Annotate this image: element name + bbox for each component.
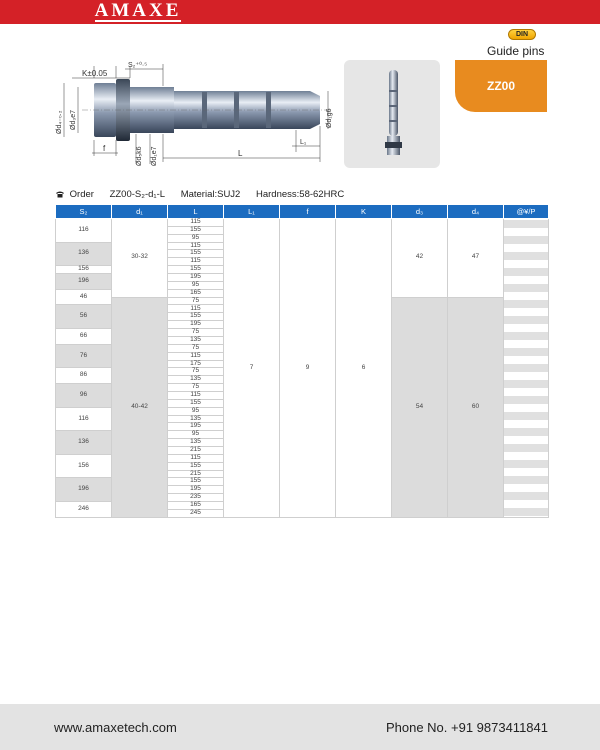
price-stripe	[504, 332, 548, 340]
price-stripe	[504, 468, 548, 476]
l-cell: 195	[168, 321, 224, 329]
l-cell: 75	[168, 344, 224, 352]
price-stripe	[504, 252, 548, 260]
l-cell: 115	[168, 391, 224, 399]
price-stripe	[504, 292, 548, 300]
l-cell: 75	[168, 297, 224, 305]
footer	[0, 704, 600, 750]
f-dimension: f	[103, 144, 106, 153]
l-cell: 135	[168, 376, 224, 384]
s2-cell: 46	[56, 289, 112, 305]
d5-dimension: Ød₅k6	[136, 146, 143, 166]
l-cell: 175	[168, 360, 224, 368]
price-stripe	[504, 388, 548, 396]
l-cell: 95	[168, 407, 224, 415]
header-f: f	[280, 205, 336, 219]
product-code-tab: ZZ00	[455, 60, 547, 112]
price-stripe	[504, 364, 548, 372]
price-stripe	[504, 412, 548, 420]
d4-cell: 60	[448, 297, 504, 517]
l1-cell: 7	[224, 219, 280, 518]
l-cell: 155	[168, 478, 224, 486]
l-cell: 155	[168, 226, 224, 234]
l-cell: 155	[168, 250, 224, 258]
price-stripe	[504, 348, 548, 356]
product-category: Guide pins	[487, 44, 545, 58]
price-stripe	[504, 508, 548, 516]
price-cell	[504, 219, 549, 518]
s2-cell: 116	[56, 219, 112, 243]
material: Material:SUJ2	[180, 189, 241, 200]
s2-dimension: S₂⁺⁰·⁵	[128, 62, 148, 69]
s2-cell: 156	[56, 266, 112, 274]
price-stripes	[504, 220, 548, 516]
d4-cell: 47	[448, 219, 504, 298]
price-stripe	[504, 372, 548, 380]
price-stripe	[504, 260, 548, 268]
price-stripe	[504, 316, 548, 324]
l-dimension: L	[238, 149, 243, 158]
d4-dimension: Ød₄₋₀.₂	[56, 110, 63, 134]
header-l: L	[168, 205, 224, 219]
brand-name: AMAXE	[94, 0, 182, 21]
l-cell: 135	[168, 415, 224, 423]
price-stripe	[504, 228, 548, 236]
price-stripe	[504, 396, 548, 404]
l-cell: 195	[168, 423, 224, 431]
price-stripe	[504, 268, 548, 276]
d1g6-dimension: Ød₁g6	[326, 108, 333, 128]
s2-cell: 56	[56, 305, 112, 329]
price-stripe	[504, 404, 548, 412]
s2-cell: 136	[56, 431, 112, 455]
header-d4: d₄	[448, 205, 504, 219]
l-cell: 115	[168, 219, 224, 227]
l-cell: 155	[168, 313, 224, 321]
l-cell: 75	[168, 368, 224, 376]
price-stripe	[504, 436, 548, 444]
d3-dimension: Ød₃e7	[70, 110, 77, 130]
header-l1: L₁	[224, 205, 280, 219]
l-cell: 235	[168, 494, 224, 502]
price-stripe	[504, 460, 548, 468]
l-cell: 75	[168, 329, 224, 337]
price-stripe	[504, 420, 548, 428]
d3-cell: 42	[392, 219, 448, 298]
header-k: K	[336, 205, 392, 219]
l-cell: 115	[168, 258, 224, 266]
price-stripe	[504, 308, 548, 316]
s2-cell: 96	[56, 384, 112, 408]
price-stripe	[504, 428, 548, 436]
l-cell: 165	[168, 501, 224, 509]
s2-cell: 196	[56, 273, 112, 289]
price-stripe	[504, 324, 548, 332]
phone-number: Phone No. +91 9873411841	[385, 720, 548, 735]
f-cell: 9	[280, 219, 336, 518]
l-cell: 195	[168, 273, 224, 281]
l-cell: 115	[168, 352, 224, 360]
price-stripe	[504, 476, 548, 484]
header-d3: d₃	[392, 205, 448, 219]
d1-cell: 40-42	[112, 297, 168, 517]
l-cell: 155	[168, 399, 224, 407]
order-code: ZZ00-S₂-d₁-L	[109, 189, 166, 200]
k-cell: 6	[336, 219, 392, 518]
l-cell: 95	[168, 234, 224, 242]
l-cell: 215	[168, 470, 224, 478]
guide-pin-image	[344, 60, 440, 168]
price-stripe	[504, 484, 548, 492]
table-body	[56, 219, 549, 518]
price-stripe	[504, 500, 548, 508]
hardness: Hardness:58-62HRC	[256, 189, 345, 200]
l-cell: 245	[168, 509, 224, 517]
product-photo	[344, 60, 440, 168]
s2-cell: 246	[56, 501, 112, 517]
price-stripe	[504, 220, 548, 228]
price-stripe	[504, 492, 548, 500]
spec-table	[55, 204, 549, 518]
price-stripe	[504, 340, 548, 348]
l-cell: 115	[168, 305, 224, 313]
table-header-row	[56, 205, 549, 219]
d1-cell: 30-32	[112, 219, 168, 298]
l-cell: 155	[168, 462, 224, 470]
price-stripe	[504, 236, 548, 244]
brand-logo	[58, 0, 218, 24]
l-cell: 155	[168, 266, 224, 274]
technical-drawing	[52, 56, 342, 176]
l-cell: 75	[168, 384, 224, 392]
s2-cell: 156	[56, 454, 112, 478]
price-stripe	[504, 284, 548, 292]
l-cell: 195	[168, 486, 224, 494]
l-cell: 95	[168, 431, 224, 439]
s2-cell: 66	[56, 329, 112, 345]
price-stripe	[504, 356, 548, 364]
price-stripe	[504, 244, 548, 252]
price-stripe	[504, 276, 548, 284]
price-stripe	[504, 380, 548, 388]
header-price: @¥/P	[504, 205, 549, 219]
price-stripe	[504, 300, 548, 308]
l-cell: 115	[168, 454, 224, 462]
header-d1: d₁	[112, 205, 168, 219]
s2-cell: 86	[56, 368, 112, 384]
s2-cell: 136	[56, 242, 112, 266]
k-dimension: K±0.05	[82, 69, 108, 78]
s2-cell: 196	[56, 478, 112, 502]
l1-dimension: L₁	[300, 139, 307, 146]
d1e7-dimension: Ød₁e7	[151, 146, 158, 166]
table-row	[56, 219, 549, 227]
header-s2: S₂	[56, 205, 112, 219]
order-label: Order	[69, 189, 94, 200]
s2-cell: 76	[56, 344, 112, 368]
l-cell: 135	[168, 439, 224, 447]
price-stripe	[504, 452, 548, 460]
phone-icon	[55, 190, 65, 198]
s2-cell: 116	[56, 407, 112, 431]
l-cell: 135	[168, 336, 224, 344]
l-cell: 95	[168, 281, 224, 289]
website-link[interactable]: www.amaxetech.com	[54, 720, 177, 735]
l-cell: 215	[168, 446, 224, 454]
price-stripe	[504, 444, 548, 452]
din-badge: DIN	[508, 29, 536, 40]
order-info	[55, 189, 357, 200]
d3-cell: 54	[392, 297, 448, 517]
l-cell: 165	[168, 289, 224, 297]
l-cell: 115	[168, 242, 224, 250]
